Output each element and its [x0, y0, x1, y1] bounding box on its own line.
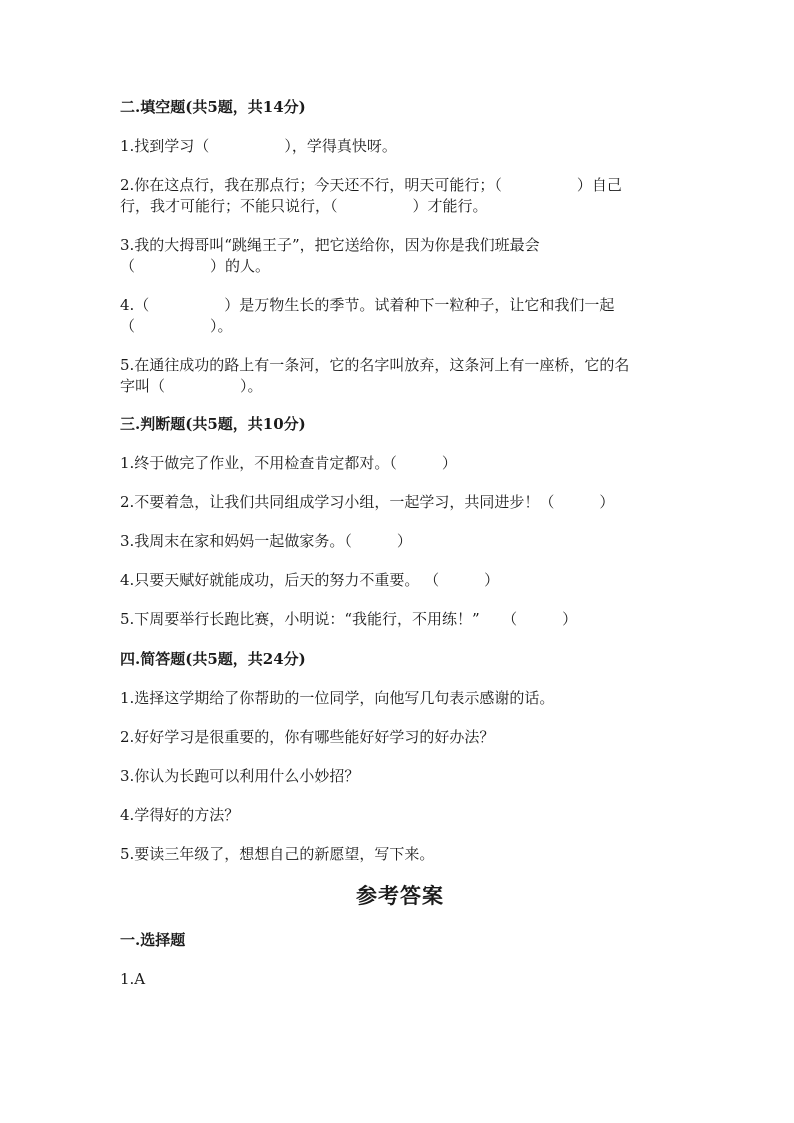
question-item: 4.只要天赋好就能成功，后天的努力不重要。 （ ） [120, 571, 500, 589]
question-item [120, 295, 680, 337]
question-item: 2.好好学习是很重要的，你有哪些能好好学习的好办法？ [120, 728, 495, 746]
question-line: 字叫（ ）。 [120, 377, 263, 395]
question-item [120, 235, 680, 277]
question-line: 4.（ ）是万物生长的季节。试着种下一粒种子，让它和我们一起 [120, 296, 615, 314]
question-item [120, 355, 680, 397]
question-line: 2.你在这点行，我在那点行；今天还不行，明天可能行；（ ）自己 [120, 176, 622, 194]
section-title-multiple-choice: 一.选择题 [120, 931, 186, 949]
section-title-short-answer: 四.简答题(共5题，共24分) [120, 650, 306, 668]
question-line: 5.在通往成功的路上有一条河，它的名字叫放弃，这条河上有一座桥，它的名 [120, 356, 630, 374]
document-page [120, 92, 680, 990]
question-line: 3.我的大拇哥叫“跳绳王子”，把它送给你，因为你是我们班最会 [120, 236, 540, 254]
question-item: 2.不要着急，让我们共同组成学习小组，一起学习，共同进步！（ ） [120, 493, 615, 511]
question-item [120, 136, 680, 157]
question-line: （ ）的人。 [120, 257, 271, 275]
question-item: 1.终于做完了作业，不用检查肯定都对。（ ） [120, 454, 457, 472]
answer-heading: 参考答案 [356, 883, 444, 908]
question-item: 3.我周末在家和妈妈一起做家务。（ ） [120, 532, 412, 550]
question-line: 行，我才可能行；不能只说行，（ ）才能行。 [120, 197, 488, 215]
question-item: 5.要读三年级了，想想自己的新愿望，写下来。 [120, 845, 435, 863]
question-line: 1.找到学习（ ），学得真快呀。 [120, 137, 397, 155]
question-item [120, 175, 680, 217]
section-title-true-false: 三.判断题(共5题，共10分) [120, 415, 306, 433]
answer-item: 1.A [120, 970, 146, 988]
section-title-fill-blank: 二.填空题(共5题，共14分) [120, 98, 306, 116]
question-item: 3.你认为长跑可以利用什么小妙招？ [120, 767, 360, 785]
question-line: （ ）。 [120, 317, 233, 335]
question-item: 1.选择这学期给了你帮助的一位同学，向他写几句表示感谢的话。 [120, 689, 555, 707]
question-item: 5.下周要举行长跑比赛，小明说：“我能行，不用练！” （ ） [120, 610, 578, 628]
question-item: 4.学得好的方法？ [120, 806, 240, 824]
